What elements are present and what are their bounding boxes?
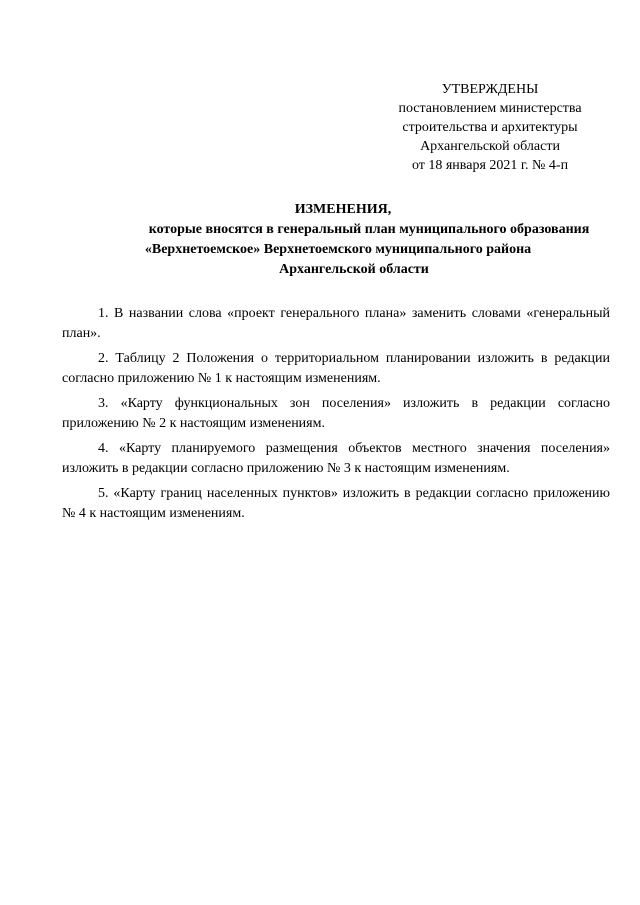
title-heading: ИЗМЕНЕНИЯ,	[294, 202, 392, 217]
approval-line: постановлением министерства	[398, 101, 582, 116]
title-subline: «Верхнетоемское» Верхнетоемского муниципального района	[144, 242, 532, 257]
document-title	[60, 200, 610, 280]
approval-date: от 18 января 2021 г. № 4-п	[411, 158, 569, 173]
amendment-item-5: 5. «Карту границ населенных пунктов» изложить в редакции согласно приложению № 4 к настоящим изменениям.	[62, 486, 610, 521]
approval-stamp	[360, 80, 620, 175]
amendment-item-2: 2. Таблицу 2 Положения о территориальном планировании изложить в редакции согласно приложению № 1 к настоящим изменениям.	[62, 351, 610, 386]
title-subline: Архангельской области	[279, 262, 429, 277]
amendment-item-1: 1. В названии слова «проект генерального плана» заменить словами «генеральный план».	[62, 306, 610, 341]
approval-heading: УТВЕРЖДЕНЫ	[441, 82, 539, 97]
title-subline: которые вносятся в генеральный план муниципального образования	[148, 222, 590, 237]
amendment-item-3: 3. «Карту функциональных зон поселения» изложить в редакции согласно приложению № 2 к настоящим изменениям.	[62, 396, 610, 431]
amendment-item-4: 4. «Карту планируемого размещения объектов местного значения поселения» изложить в редакции согласно приложению № 3 к настоящим изменениям.	[62, 441, 610, 476]
approval-line: Архангельской области	[420, 139, 560, 154]
amendments-list	[62, 304, 610, 529]
approval-line: строительства и архитектуры	[402, 120, 578, 135]
